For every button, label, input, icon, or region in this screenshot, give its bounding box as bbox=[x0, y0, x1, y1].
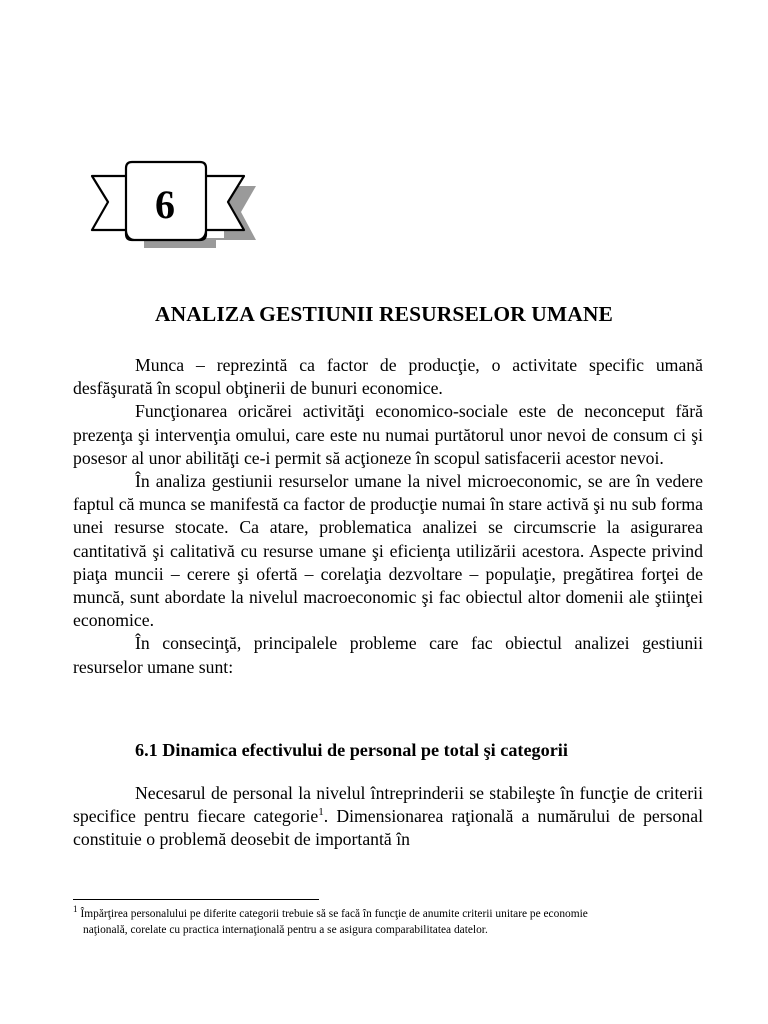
paragraph bbox=[73, 782, 703, 852]
footnote-reference[interactable]: 1 bbox=[318, 806, 324, 819]
footnote-line bbox=[73, 906, 703, 922]
footnote-separator bbox=[73, 899, 319, 900]
chapter-number-badge bbox=[86, 160, 258, 252]
paragraph: Munca – reprezintă ca factor de producţie, o activitate specific umană desfăşurată în scopul obţinerii de bunuri economice. bbox=[73, 355, 703, 399]
paragraph: Funcţionarea oricărei activităţi economico-sociale este de neconceput fără prezenţa şi intervenţia omului, care este nu numai purtătorul unor nevoi de consum ci şi posesor al unor abilităţi ce-i permit să acţioneze în scopul satisfacerii acestor nevoi. bbox=[73, 401, 703, 468]
footnote bbox=[73, 906, 703, 938]
footnote-line bbox=[73, 922, 703, 938]
ribbon-left-tail bbox=[92, 176, 130, 230]
paragraph: În analiza gestiunii resurselor umane la nivel microeconomic, se are în vedere faptul că munca se manifestă ca factor de producţie numai în stare activă şi nu sub forma unei resurse stocate. Ca atare, problematica analizei se circumscrie la asigurarea cantitativă şi calitativă cu resurse umane şi eficienţa utilizării acestora. Aspecte privind piaţa muncii – cerere şi ofertă – corelaţia dezvoltare – populaţie, pregătirea forţei de muncă, sunt abordate la nivelul macroeconomic şi fac obiectul altor domenii ale ştiinţei economice. bbox=[73, 471, 703, 631]
footnote-text: naţională, corelate cu practica internaţională pentru a se asigura comparabilitatea datelor. bbox=[83, 924, 488, 936]
footnote-mark: 1 bbox=[73, 904, 78, 915]
chapter-number: 6 bbox=[155, 182, 175, 227]
chapter-title: ANALIZA GESTIUNII RESURSELOR UMANE bbox=[155, 302, 613, 326]
footnote-text: Împărţirea personalului pe diferite categorii trebuie să se facă în funcţie de anumite criterii unitare pe economie bbox=[80, 908, 588, 920]
section-heading: 6.1 Dinamica efectivului de personal pe total şi categorii bbox=[135, 740, 568, 760]
paragraph-text: . Dimensionarea raţională a numărului de personal constituie o problemă deosebit de importantă în bbox=[73, 806, 703, 850]
section-text-block bbox=[73, 782, 703, 852]
paragraph-text: Necesarul de personal la nivelul întreprinderii se stabileşte în funcţie de criterii specifice pentru fiecare categorie bbox=[73, 783, 703, 827]
paragraph: În consecinţă, principalele probleme care fac obiectul analizei gestiunii resurselor umane sunt: bbox=[73, 633, 703, 677]
intro-text-block bbox=[73, 354, 703, 679]
